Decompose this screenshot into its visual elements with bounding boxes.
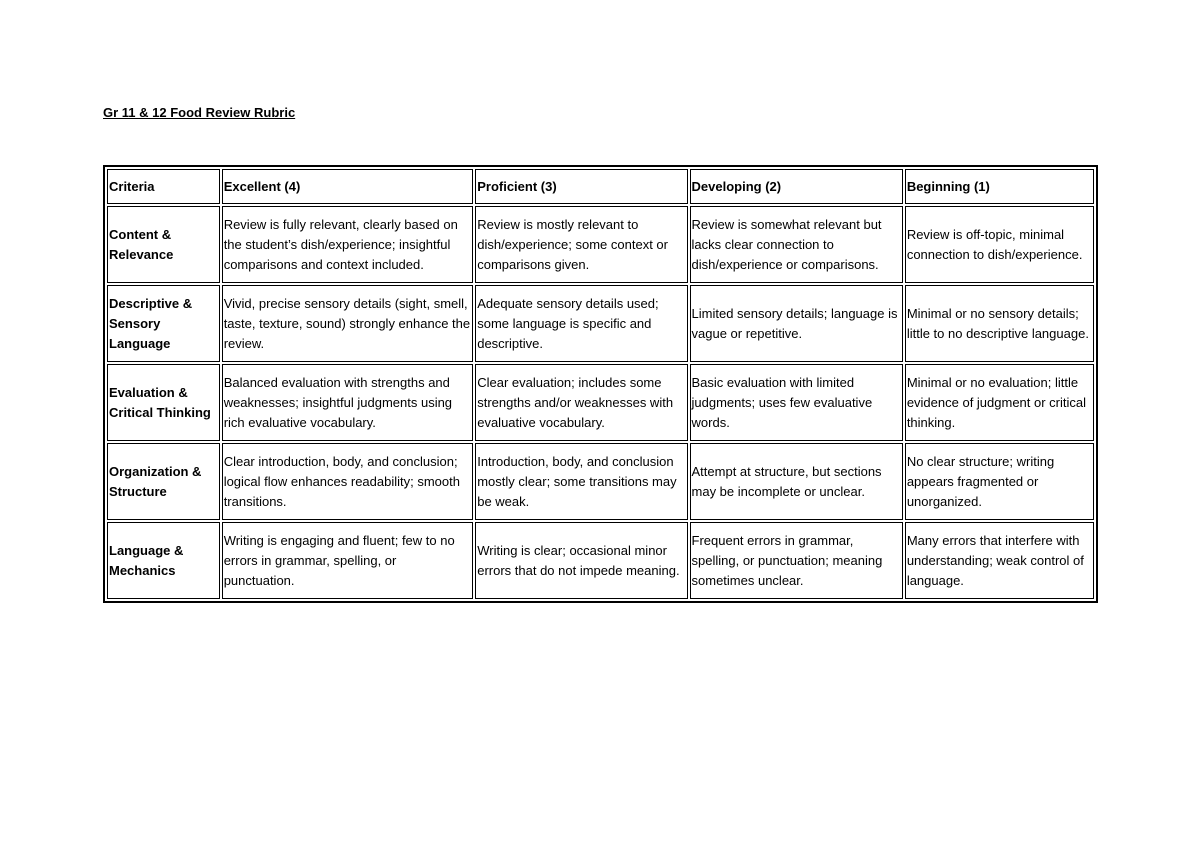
criteria-cell: Content & Relevance — [107, 206, 220, 283]
criteria-cell: Language & Mechanics — [107, 522, 220, 599]
header-proficient: Proficient (3) — [475, 169, 687, 204]
header-excellent: Excellent (4) — [222, 169, 474, 204]
document-title: Gr 11 & 12 Food Review Rubric — [103, 105, 296, 120]
table-header-row — [107, 169, 1094, 204]
beginning-cell: Minimal or no evaluation; little evidence of judgment or critical thinking. — [905, 364, 1094, 441]
proficient-cell: Introduction, body, and conclusion mostly clear; some transitions may be weak. — [475, 443, 687, 520]
proficient-cell: Clear evaluation; includes some strengths and/or weaknesses with evaluative vocabulary. — [475, 364, 687, 441]
rubric-table-container — [103, 165, 1098, 603]
excellent-cell: Review is fully relevant, clearly based on the student’s dish/experience; insightful comparisons and context included. — [222, 206, 474, 283]
table-row — [107, 522, 1094, 599]
table-row — [107, 443, 1094, 520]
excellent-cell: Balanced evaluation with strengths and weaknesses; insightful judgments using rich evaluative vocabulary. — [222, 364, 474, 441]
header-criteria: Criteria — [107, 169, 220, 204]
proficient-cell: Adequate sensory details used; some language is specific and descriptive. — [475, 285, 687, 362]
criteria-cell: Evaluation & Critical Thinking — [107, 364, 220, 441]
criteria-cell: Organization & Structure — [107, 443, 220, 520]
excellent-cell: Clear introduction, body, and conclusion; logical flow enhances readability; smooth transitions. — [222, 443, 474, 520]
developing-cell: Attempt at structure, but sections may be incomplete or unclear. — [690, 443, 903, 520]
developing-cell: Basic evaluation with limited judgments; uses few evaluative words. — [690, 364, 903, 441]
excellent-cell: Writing is engaging and fluent; few to no errors in grammar, spelling, or punctuation. — [222, 522, 474, 599]
beginning-cell: Minimal or no sensory details; little to no descriptive language. — [905, 285, 1094, 362]
table-row — [107, 206, 1094, 283]
developing-cell: Review is somewhat relevant but lacks clear connection to dish/experience or comparisons. — [690, 206, 903, 283]
rubric-table — [103, 165, 1098, 603]
criteria-cell: Descriptive & Sensory Language — [107, 285, 220, 362]
proficient-cell: Writing is clear; occasional minor errors that do not impede meaning. — [475, 522, 687, 599]
excellent-cell: Vivid, precise sensory details (sight, smell, taste, texture, sound) strongly enhance the review. — [222, 285, 474, 362]
beginning-cell: No clear structure; writing appears fragmented or unorganized. — [905, 443, 1094, 520]
header-beginning: Beginning (1) — [905, 169, 1094, 204]
table-row — [107, 285, 1094, 362]
developing-cell: Limited sensory details; language is vague or repetitive. — [690, 285, 903, 362]
table-row — [107, 364, 1094, 441]
header-developing: Developing (2) — [690, 169, 903, 204]
beginning-cell: Review is off-topic, minimal connection to dish/experience. — [905, 206, 1094, 283]
beginning-cell: Many errors that interfere with understanding; weak control of language. — [905, 522, 1094, 599]
proficient-cell: Review is mostly relevant to dish/experience; some context or comparisons given. — [475, 206, 687, 283]
developing-cell: Frequent errors in grammar, spelling, or punctuation; meaning sometimes unclear. — [690, 522, 903, 599]
